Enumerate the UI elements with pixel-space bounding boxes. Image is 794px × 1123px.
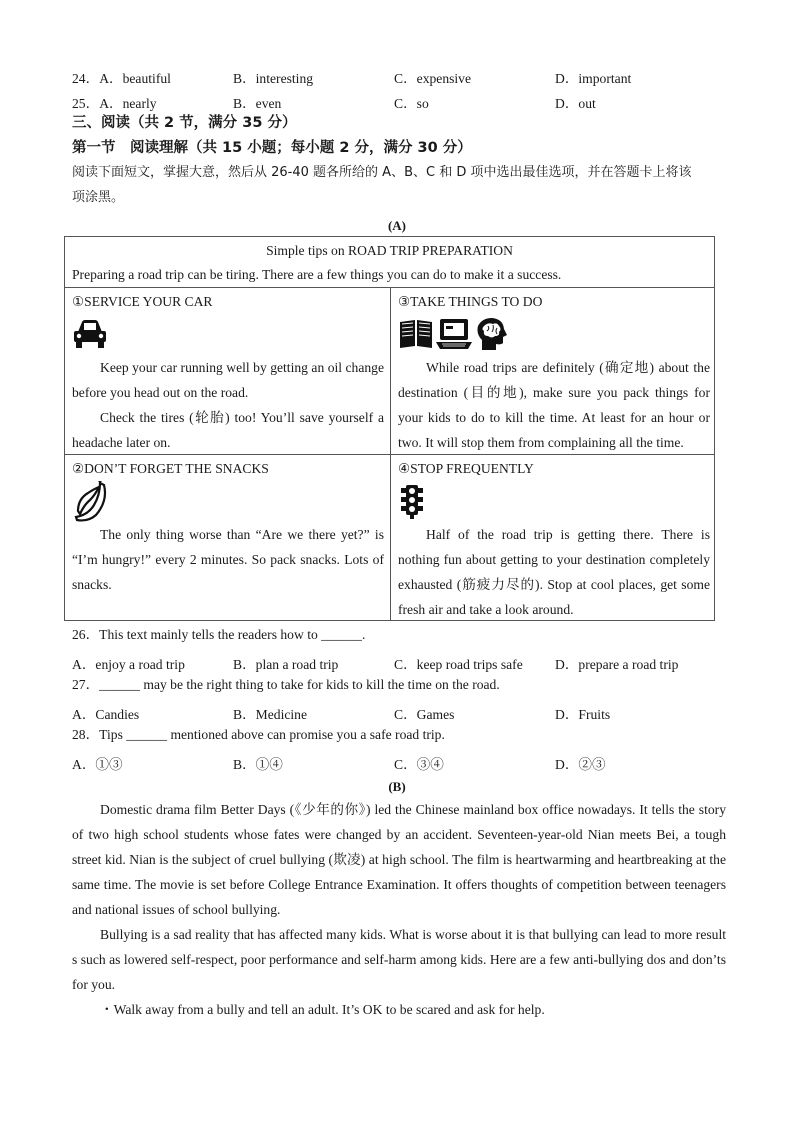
q26-option-d: D．prepare a road trip bbox=[555, 657, 679, 672]
brain-head-icon bbox=[478, 318, 508, 350]
question-28-options bbox=[72, 753, 732, 771]
question-27-stem: 27．______ may be the right thing to take for kids to kill the time on the road. bbox=[72, 677, 500, 692]
tip-service-car-title: ①SERVICE YOUR CAR bbox=[72, 294, 213, 309]
tip-service-car-text bbox=[72, 355, 384, 455]
q27-option-d: D．Fruits bbox=[555, 707, 611, 722]
book-laptop-brain-icons bbox=[398, 316, 510, 356]
q26-option-b: B．plan a road trip bbox=[233, 657, 339, 672]
q24-option-a: 24．A．beautiful bbox=[72, 71, 171, 86]
q24-option-d: D．important bbox=[555, 71, 632, 86]
question-27-options bbox=[72, 703, 732, 721]
q27-option-b: B．Medicine bbox=[233, 707, 307, 722]
q25-option-d: D．out bbox=[555, 96, 596, 111]
tip-service-car-paragraph-2: Check the tires (轮胎) too! You’ll save yourself a headache later on. bbox=[72, 410, 384, 450]
tip-things-to-do-title: ③TAKE THINGS TO DO bbox=[398, 294, 543, 309]
question-26-options bbox=[72, 653, 732, 671]
tip-snacks-text bbox=[72, 522, 384, 597]
passage-a-label: (A) bbox=[387, 218, 407, 233]
q25-option-c: C．so bbox=[394, 96, 429, 111]
question-28-stem: 28．Tips ______ mentioned above can promise you a safe road trip. bbox=[72, 727, 445, 742]
subsection-title: 第一节 阅读理解（共 15 小题；每小题 2 分，满分 30 分） bbox=[72, 140, 472, 156]
q28-option-d: D．②③ bbox=[555, 757, 606, 772]
tip-snacks-title: ②DON’T FORGET THE SNACKS bbox=[72, 461, 269, 476]
tip-things-to-do-paragraph-1: While road trips are definitely (确定地) about the destination (目的地), make sure you pack things for your kids to do to kill the time. At least for an hour or two. It will stop them from complaining all the time. bbox=[398, 360, 710, 450]
passage-b bbox=[72, 797, 726, 1022]
tip-stop-frequently-title: ④STOP FREQUENTLY bbox=[398, 461, 534, 476]
tip-service-car-paragraph-1: Keep your car running well by getting an oil change before you head out on the road. bbox=[72, 360, 384, 400]
q24-option-c: C．expensive bbox=[394, 71, 472, 86]
q27-option-a: A．Candies bbox=[72, 707, 140, 722]
q28-option-a: A．①③ bbox=[72, 757, 123, 772]
section-title: 三、阅读（共 2 节，满分 35 分） bbox=[72, 115, 297, 131]
banana-icon bbox=[72, 481, 108, 527]
tip-stop-frequently bbox=[391, 455, 716, 621]
passage-b-paragraph-2: Bullying is a sad reality that has affected many kids. What is worse about it is that bullying can lead to more result s such as lowered self-respect, poor performance and self-harm among kids. Here are a few anti-bullying dos and don’ts for you. bbox=[72, 927, 726, 992]
table-title: Simple tips on ROAD TRIP PREPARATION bbox=[266, 243, 513, 258]
q26-option-a: A．enjoy a road trip bbox=[72, 657, 185, 672]
question-25-options bbox=[72, 92, 732, 110]
instructions-line-1: 阅读下面短文，掌握大意，然后从 26-40 题各所给的 A、B、C 和 D 项中选出最佳选项，并在答题卡上将该 bbox=[72, 165, 692, 180]
tip-things-to-do-text bbox=[398, 355, 710, 455]
question-24-options bbox=[72, 67, 732, 85]
traffic-light-icon bbox=[400, 483, 424, 523]
tip-service-car bbox=[65, 288, 390, 454]
laptop-icon bbox=[436, 319, 472, 349]
tips-table bbox=[64, 236, 715, 621]
tip-stop-frequently-text bbox=[398, 522, 710, 622]
q27-option-c: C．Games bbox=[394, 707, 455, 722]
q25-option-b: B．even bbox=[233, 96, 282, 111]
car-icon bbox=[72, 316, 108, 354]
passage-b-label: (B) bbox=[388, 779, 406, 794]
table-intro: Preparing a road trip can be tiring. There are a few things you can do to make it a success. bbox=[72, 267, 562, 282]
q28-option-b: B．①④ bbox=[233, 757, 283, 772]
instructions-line-2: 项涂黑。 bbox=[72, 190, 125, 205]
question-26-stem: 26．This text mainly tells the readers how to ______. bbox=[72, 627, 366, 642]
passage-b-paragraph-1: Domestic drama film Better Days (《少年的你》) led the Chinese mainland box office nowadays. It tells the story of two high school students whose fates were changed by an accident. Seventeen-year-old Nian meets Bei, a tough street kid. Nian is the subject of cruel bullying (欺凌) at high school. The film is heartwarming and heartbreaking at the same time. The movie is set before College Entrance Examination. It offers thoughts of competition between teenagers and national issues of school bullying. bbox=[72, 802, 726, 917]
book-icon bbox=[400, 320, 432, 348]
tip-snacks bbox=[65, 455, 390, 621]
q26-option-c: C．keep road trips safe bbox=[394, 657, 523, 672]
passage-b-paragraph-3: ・Walk away from a bully and tell an adult. It’s OK to be scared and ask for help. bbox=[100, 1002, 545, 1017]
q28-option-c: C．③④ bbox=[394, 757, 444, 772]
tip-snacks-paragraph-1: The only thing worse than “Are we there yet?” is “I’m hungry!” every 2 minutes. So pack snacks. Lots of snacks. bbox=[72, 527, 384, 592]
q25-option-a: 25．A．nearly bbox=[72, 96, 157, 111]
tip-stop-frequently-paragraph-1: Half of the road trip is getting there. There is nothing fun about getting to your destination completely exhausted (筋疲力尽的). Stop at cool places, get some fresh air and take a look around. bbox=[398, 527, 710, 617]
tip-things-to-do bbox=[391, 288, 716, 454]
q24-option-b: B．interesting bbox=[233, 71, 314, 86]
